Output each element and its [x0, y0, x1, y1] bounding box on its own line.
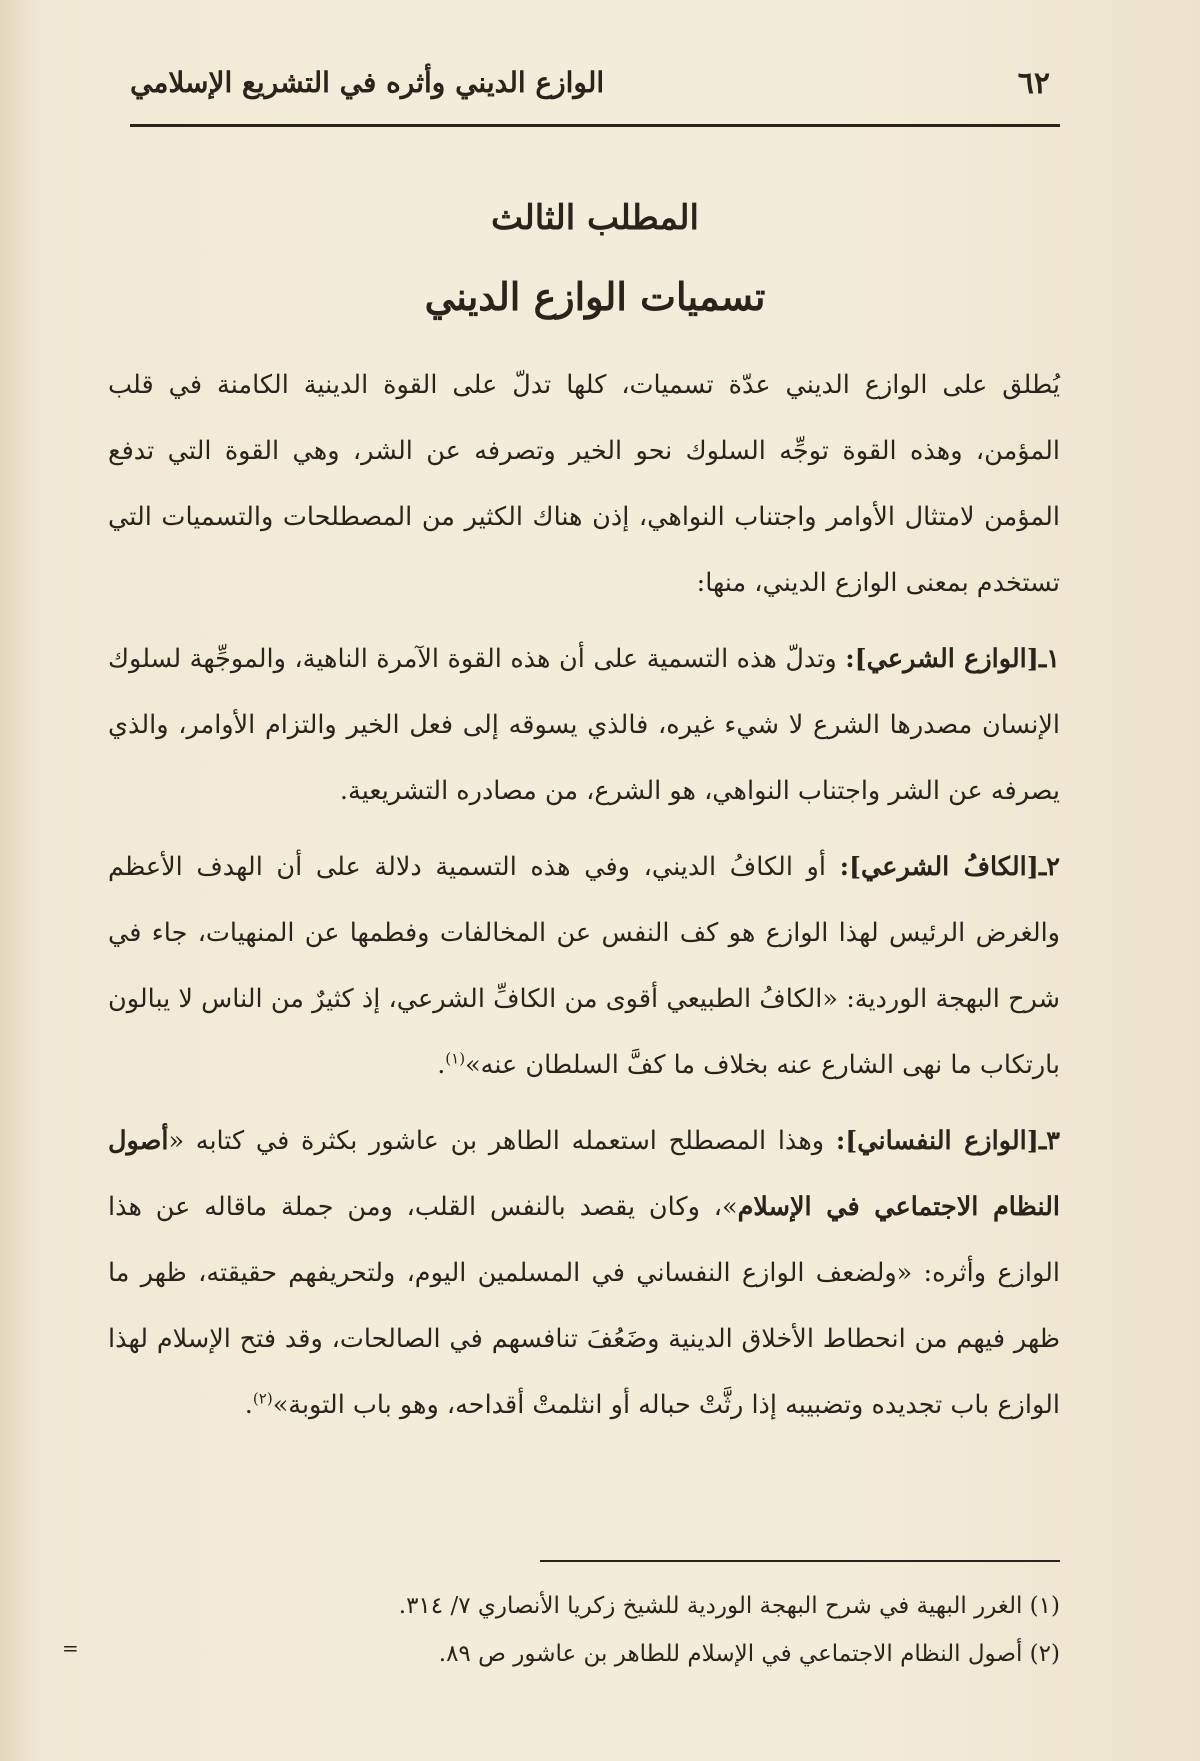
footnotes	[130, 1582, 1060, 1678]
item-3-text-a: وهذا المصطلح استعمله الطاهر بن عاشور بكثرة في كتابه «	[168, 1126, 825, 1156]
footnote-ref-2[interactable]: (٢)	[252, 1389, 273, 1408]
continuation-mark: =	[62, 1636, 79, 1660]
intro-paragraph: يُطلق على الوازع الديني عدّة تسميات، كلها تدلّ على القوة الدينية الكامنة في قلب المؤمن، وهذه القوة توجِّه السلوك نحو الخير وتصرفه عن الشر، وهي القوة التي تدفع المؤمن لامتثال الأوامر واجتناب النواهي، إذن هناك الكثير من المصطلحات والتسميات التي تستخدم بمعنى الوازع الديني، منها:	[108, 370, 1060, 598]
item-3-number: ٣ـ	[1038, 1126, 1060, 1156]
page-number: ٦٢	[1017, 66, 1050, 101]
item-3-book-title: أصول النظام الاجتماعي في الإسلام	[108, 1126, 1060, 1222]
footnote-1: (١) الغرر البهية في شرح البهجة الوردية للشيخ زكريا الأنصاري ٧/ ٣١٤.	[398, 1593, 1060, 1619]
page-gutter-shadow	[0, 0, 40, 1761]
page-header	[130, 62, 1060, 122]
running-title: الوازع الديني وأثره في التشريع الإسلامي	[130, 66, 605, 99]
item-1-term: [الوازع الشرعي]:	[845, 644, 1039, 674]
header-rule	[130, 124, 1060, 127]
item-2-tail: .	[437, 1050, 446, 1080]
list-item-2	[108, 834, 1060, 1098]
chapter-title: تسميات الوازع الديني	[424, 274, 766, 319]
item-2-text: أو الكافُ الديني، وفي هذه التسمية دلالة على أن الهدف الأعظم والغرض الرئيس لهذا الوازع هو كف النفس عن المخالفات وفطمها عن المنهيات، جاء في شرح البهجة الوردية: «الكافُ الطبيعي أقوى من الكافِّ الشرعي، إذ كثيرٌ من الناس لا يبالون بارتكاب ما نهى الشارع عنه بخلاف ما كفَّ السلطان عنه»	[108, 852, 1060, 1080]
item-2-number: ٢ـ	[1038, 852, 1060, 882]
item-2-term: [الكافُ الشرعي]:	[839, 852, 1039, 882]
body-text	[108, 352, 1060, 1448]
footnote-ref-1[interactable]: (١)	[445, 1049, 466, 1068]
item-1-number: ١ـ	[1038, 644, 1060, 674]
section-title: المطلب الثالث	[490, 198, 699, 238]
list-item-3	[108, 1108, 1060, 1438]
footnote-2: (٢) أصول النظام الاجتماعي في الإسلام للطاهر بن عاشور ص ٨٩.	[438, 1641, 1060, 1667]
item-3-tail: .	[244, 1390, 253, 1420]
item-1-text: وتدلّ هذه التسمية على أن هذه القوة الآمرة الناهية، والموجِّهة لسلوك الإنسان مصدرها الشرع لا شيء غيره، فالذي يسوقه إلى فعل الخير والتزام الأوامر، والذي يصرفه عن الشر واجتناب النواهي، هو الشرع، من مصادره التشريعية.	[108, 644, 1060, 806]
footnote-rule	[540, 1560, 1060, 1562]
list-item-1	[108, 626, 1060, 824]
item-3-text-b: »، وكان يقصد بالنفس القلب، ومن جملة ماقاله عن هذا الوازع وأثره: «ولضعف الوازع النفساني في المسلمين اليوم، ولتحريفهم حقيقته، ظهر ما ظهر فيهم من انحطاط الأخلاق الدينية وضَعُفَ تنافسهم في الصالحات، وقد فتح الإسلام لهذا الوازع باب تجديده وتضبيبه إذا رثَّتْ حباله أو انثلمتْ أقداحه، وهو باب التوبة»	[108, 1192, 1060, 1420]
item-3-term: [الوازع النفساني]:	[835, 1126, 1039, 1156]
